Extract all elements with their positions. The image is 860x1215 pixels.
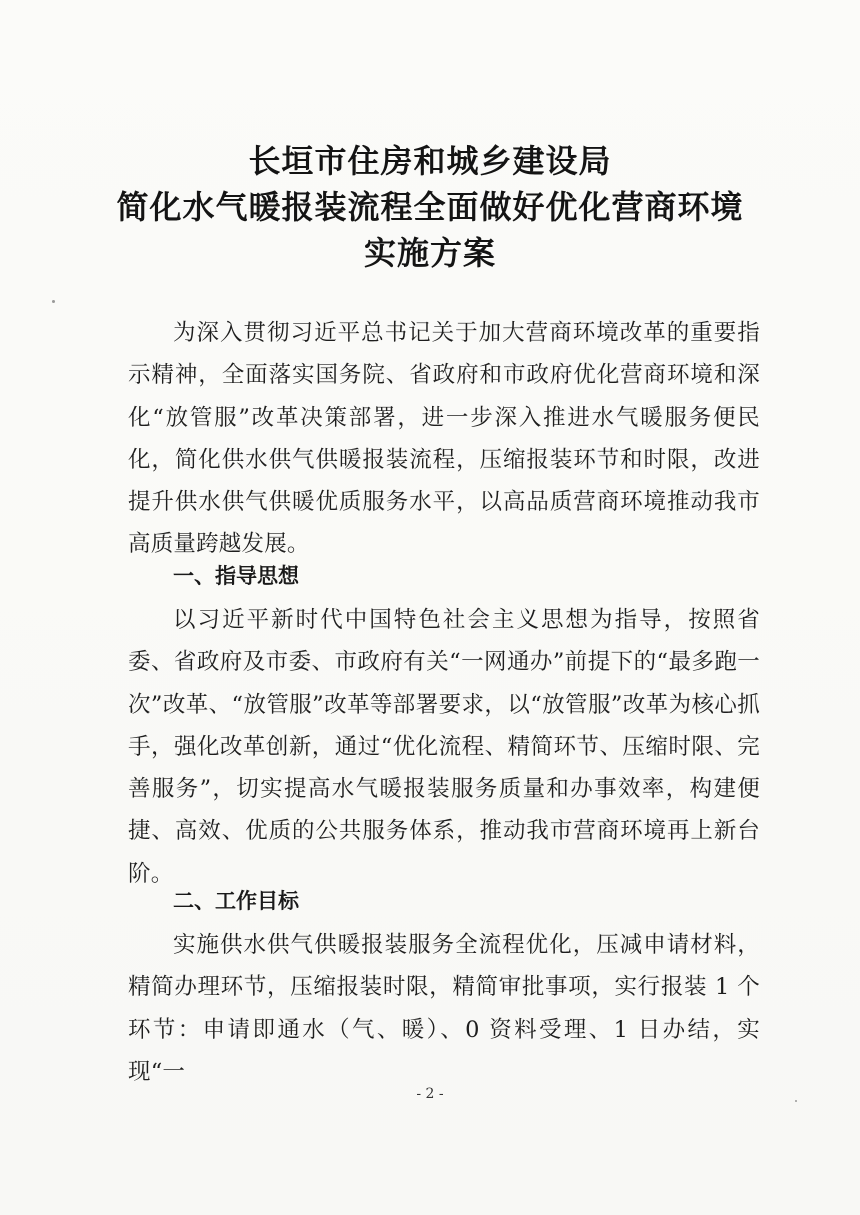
section-paragraph-2: 实施供水供气供暖报装服务全流程优化，压减申请材料，精简办理环节，压缩报装时限，精简审批事项，实行报装 1 个环节：申请即通水（气、暖）、0 资料受理、1 日办结，实现“一 — [128, 932, 760, 1085]
scan-speck — [52, 300, 55, 303]
document-title — [100, 138, 760, 276]
section-guiding-ideology — [128, 555, 760, 895]
intro-paragraph: 为深入贯彻习近平总书记关于加大营商环境改革的重要指示精神，全面落实国务院、省政府和市政府优化营商环境和深化“放管服”改革决策部署，进一步深入推进水气暖服务便民化，简化供水供气供暖报装流程，压缩报装环节和时限，改进提升供水供气供暖优质服务水平，以高品质营商环境推动我市高质量跨越发展。 — [128, 320, 760, 558]
title-line-subject: 简化水气暖报装流程全面做好优化营商环境 — [116, 188, 744, 226]
section-heading-2: 二、工作目标 — [173, 889, 299, 913]
page-number: - 2 - — [416, 1086, 444, 1102]
section-work-goals — [128, 880, 760, 1093]
title-line-agency: 长垣市住房和城乡建设局 — [248, 142, 612, 180]
section-paragraph-1: 以习近平新时代中国特色社会主义思想为指导，按照省委、省政府及市委、市政府有关“一网通办”前提下的“最多跑一次”改革、“放管服”改革等部署要求，以“放管服”改革为核心抓手，强化改革创新，通过“优化流程、精简环节、压缩时限、完善服务”，切实提高水气暖报装服务质量和办事效率，构建便捷、高效、优质的公共服务体系，推动我市营商环境再上新台阶。 — [128, 607, 760, 887]
intro-section — [128, 312, 760, 566]
title-line-type: 实施方案 — [363, 234, 496, 272]
section-heading-1: 一、指导思想 — [173, 564, 299, 588]
